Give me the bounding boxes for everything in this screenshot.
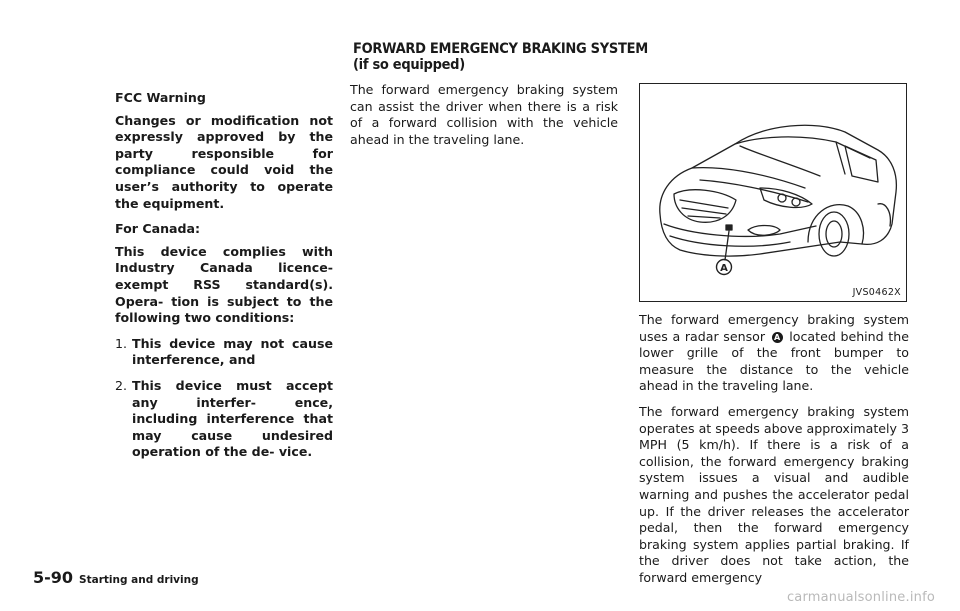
list-item-text: This device must accept any interfer- ence, including interference that may cause undesired operation of the de- vice. xyxy=(132,377,333,460)
right-column xyxy=(639,312,909,596)
page-footer xyxy=(33,568,199,587)
page-number: 5-90 xyxy=(33,568,74,587)
fcc-heading: FCC Warning xyxy=(115,90,206,105)
middle-column xyxy=(350,82,618,157)
left-column xyxy=(115,90,333,470)
operation-paragraph: The forward emergency braking system operates at speeds above approximately 3 MPH (5 km/h). If there is a risk of a collision, the forward emergency braking system issues a visual and audible warning and pushes the accelerator pedal up. If the driver releases the accelerator pedal, then the forward emergency braking system applies partial braking. If the driver does not take action, the forward emergency xyxy=(639,403,909,585)
list-item xyxy=(115,378,333,461)
section-subtitle: (if so equipped) xyxy=(353,57,465,73)
section-heading xyxy=(353,41,653,73)
callout-label: A xyxy=(720,263,728,274)
fcc-warning-text: Changes or modification not expressly approved by the party responsible for compliance could void the user’s authority to operate the equipment. xyxy=(115,112,333,211)
list-item-number: 2. xyxy=(115,377,128,393)
sensor-text-start: The forward emergency braking system uses a radar sensor xyxy=(639,312,909,344)
intro-paragraph: The forward emergency braking system can assist the driver when there is a risk of a forward collision with the vehicle ahead in the traveling lane. xyxy=(350,82,618,147)
canada-heading: For Canada: xyxy=(115,221,201,237)
sensor-paragraph xyxy=(639,312,909,395)
car-illustration-figure xyxy=(639,83,907,302)
watermark: carmanualsonline.info xyxy=(786,590,935,605)
callout-marker: A xyxy=(772,332,783,343)
list-item-number: 1. xyxy=(115,335,128,351)
conditions-list xyxy=(115,336,333,461)
list-item-text: This device may not cause interference, and xyxy=(132,335,333,368)
figure-code: JVS0462X xyxy=(852,287,901,298)
list-item xyxy=(115,336,333,369)
section-title: FORWARD EMERGENCY BRAKING SYSTEM xyxy=(353,41,648,57)
canada-text: This device complies with Industry Canada licence-exempt RSS standard(s). Opera- tion is subject to the following two conditions: xyxy=(115,243,333,326)
section-name: Starting and driving xyxy=(79,574,199,586)
car-illustration xyxy=(640,84,906,301)
sensor-text-end: located behind the lower grille of the front bumper to measure the distance to the vehicle ahead in the traveling lane. xyxy=(639,328,909,394)
